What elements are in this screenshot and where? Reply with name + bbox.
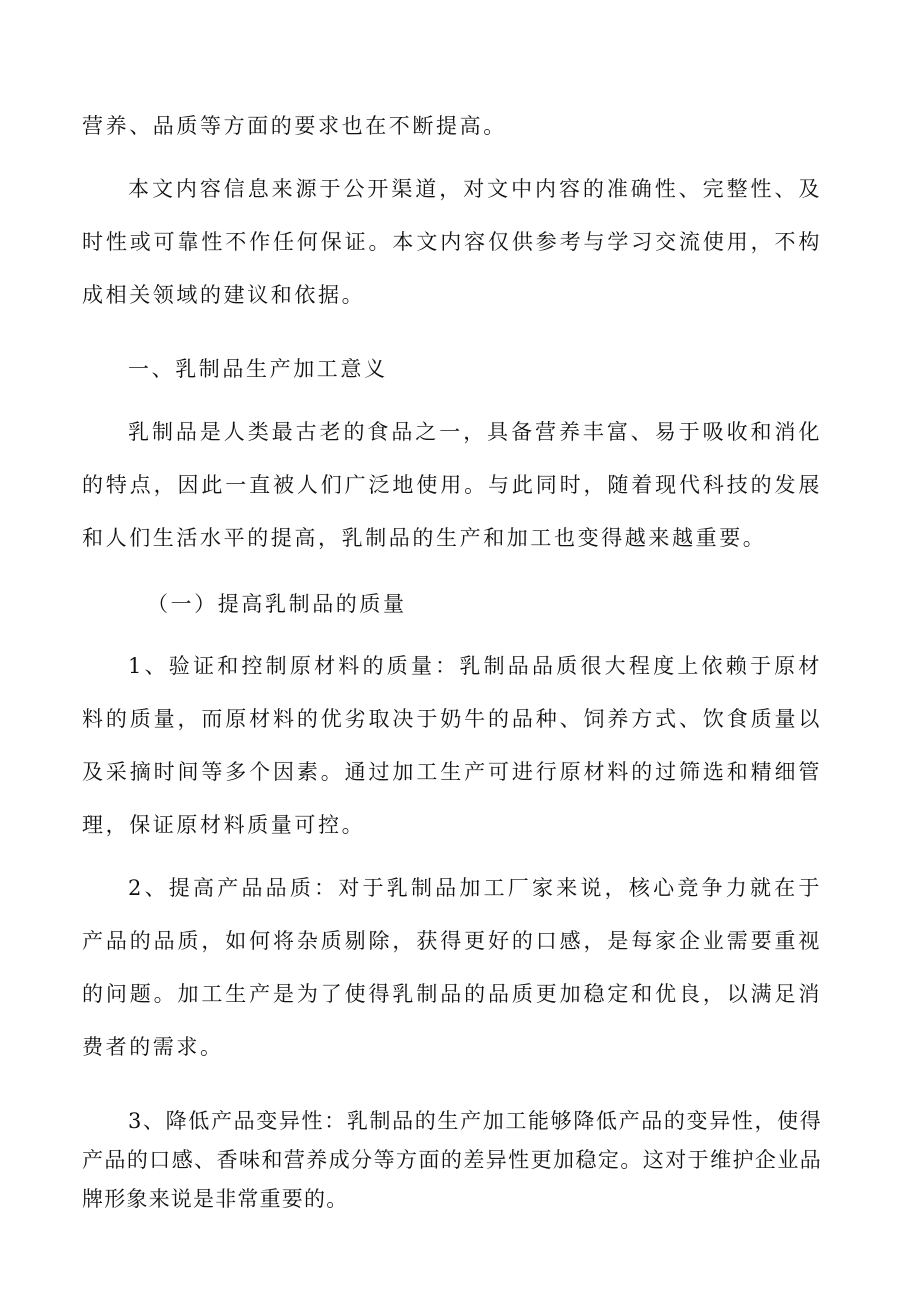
paragraph-item-2: 2、提高产品品质：对于乳制品加工厂家来说，核心竞争力就在于产品的品质，如何将杂质剔除，获得更好的口感，是每家企业需要重视的问题。加工生产是为了使得乳制品的品质更加稳定和优良，以满足消费者的需求。 bbox=[82, 876, 822, 1059]
paragraph-significance: 乳制品是人类最古老的食品之一，具备营养丰富、易于吸收和消化的特点，因此一直被人们广泛地使用。与此同时，随着现代科技的发展和人们生活水平的提高，乳制品的生产和加工也变得越来越重要。 bbox=[82, 420, 822, 550]
paragraph-item-1: 1、验证和控制原材料的质量：乳制品品质很大程度上依赖于原材料的质量，而原材料的优劣取决于奶牛的品种、饲养方式、饮食质量以及采摘时间等多个因素。通过加工生产可进行原材料的过筛选和精细管理，保证原材料质量可控。 bbox=[82, 654, 822, 837]
paragraph-intro-continuation: 营养、品质等方面的要求也在不断提高。 bbox=[82, 114, 507, 138]
paragraph-item-3: 3、降低产品变异性：乳制品的生产加工能够降低产品的变异性，使得产品的口感、香味和营养成分等方面的差异性更加稳定。这对于维护企业品牌形象来说是非常重要的。 bbox=[82, 1109, 822, 1211]
paragraph-disclaimer: 本文内容信息来源于公开渠道，对文中内容的准确性、完整性、及时性或可靠性不作任何保证。本文内容仅供参考与学习交流使用，不构成相关领域的建议和依据。 bbox=[82, 177, 822, 307]
section-heading-1: 一、乳制品生产加工意义 bbox=[128, 357, 388, 381]
subsection-heading-1: （一）提高乳制品的质量 bbox=[147, 592, 407, 616]
